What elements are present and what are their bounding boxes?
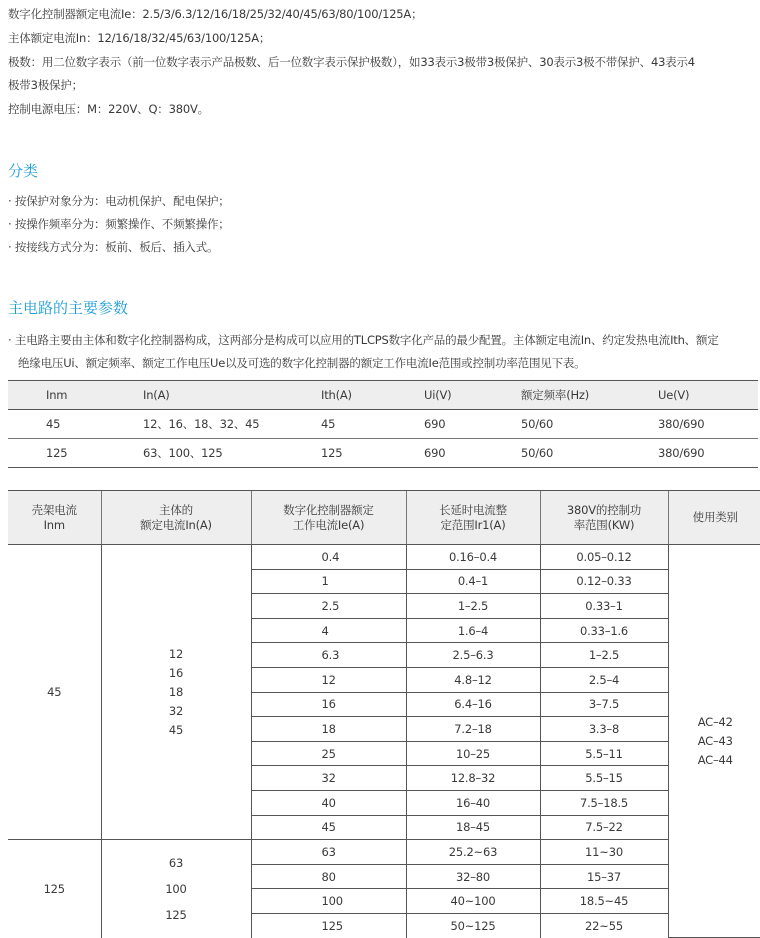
cell-inm: 45 <box>8 410 133 439</box>
header-ith: Ith(A) <box>316 381 419 410</box>
cell-in-45-list <box>101 545 251 840</box>
cell-ie: 1 <box>251 569 406 594</box>
cell-power: 15–37 <box>540 864 668 889</box>
table-header-row <box>8 381 758 410</box>
cell-power: 3–7.5 <box>540 692 668 717</box>
cell-ir1: 0.4–1 <box>406 569 540 594</box>
classification-item-1: · 按保护对象分为：电动机保护、配电保护； <box>8 193 230 209</box>
cell-ir1: 12.8–32 <box>406 766 540 791</box>
classification-item-2: · 按操作频率分为：频繁操作、不频繁操作； <box>8 216 230 232</box>
cell-frequency: 50/60 <box>516 439 653 468</box>
cell-ie: 100 <box>251 889 406 914</box>
cell-ie: 6.3 <box>251 643 406 668</box>
cell-ir1: 16–40 <box>406 790 540 815</box>
header-long-delay-range <box>406 491 540 545</box>
cell-ir1: 50~125 <box>406 913 540 937</box>
intro-poles-line: 极数：用二位数字表示（前一位数字表示产品极数、后一位数字表示保护极数），如33表示3极带3极保护、30表示3极不带保护、43表示4 <box>8 54 695 70</box>
cell-ir1: 18–45 <box>406 815 540 840</box>
cell-ue: 380/690 <box>653 410 758 439</box>
cell-ie: 40 <box>251 790 406 815</box>
cell-inm-125: 125 <box>8 840 101 938</box>
header-ui: Ui(V) <box>419 381 516 410</box>
table-row <box>8 840 760 865</box>
cell-inm: 125 <box>8 439 133 468</box>
category-value: AC–44 <box>669 751 760 770</box>
in-value: 32 <box>102 702 251 721</box>
cell-power: 0.33–1.6 <box>540 618 668 643</box>
intro-ie-line: 数字化控制器额定电流Ie：2.5/3/6.3/12/16/18/25/32/40/45/63/80/100/125A； <box>8 6 422 22</box>
cell-usage-category <box>668 545 760 938</box>
cell-ui: 690 <box>419 439 516 468</box>
header-frame-current-text: 壳架电流 Inm <box>32 503 77 532</box>
cell-power: 5.5–15 <box>540 766 668 791</box>
header-controller-current <box>251 491 406 545</box>
header-in: In(A) <box>133 381 316 410</box>
in-value: 125 <box>102 902 251 928</box>
main-params-desc-2: 绝缘电压Ui、额定频率、额定工作电压Ue以及可选的数字化控制器的额定工作电流Ie范围或控制功率范围见下表。 <box>18 355 585 371</box>
intro-voltage-line: 控制电源电压：M：220V、Q：380V。 <box>8 101 209 117</box>
cell-in-125-list <box>101 840 251 938</box>
cell-ir1: 7.2–18 <box>406 717 540 742</box>
table-row <box>8 410 758 439</box>
cell-ir1: 32–80 <box>406 864 540 889</box>
cell-ie: 18 <box>251 717 406 742</box>
cell-ie: 25 <box>251 741 406 766</box>
cell-power: 0.05–0.12 <box>540 545 668 570</box>
cell-power: 0.33–1 <box>540 594 668 619</box>
cell-ith: 45 <box>316 410 419 439</box>
in-value: 63 <box>102 850 251 876</box>
cell-ui: 690 <box>419 410 516 439</box>
intro-poles-line-cont: 极带3极保护； <box>8 77 83 93</box>
classification-title: 分类 <box>8 160 38 181</box>
cell-ir1: 40~100 <box>406 889 540 914</box>
classification-item-3: · 按接线方式分为：板前、板后、插入式。 <box>8 239 218 255</box>
cell-in: 12、16、18、32、45 <box>133 410 316 439</box>
header-usage-category-text: 使用类别 <box>693 510 738 524</box>
header-main-rated-current <box>101 491 251 545</box>
cell-power: 11~30 <box>540 840 668 865</box>
cell-ie: 80 <box>251 864 406 889</box>
cell-power: 0.12–0.33 <box>540 569 668 594</box>
cell-power: 18.5~45 <box>540 889 668 914</box>
main-params-desc-1: · 主电路主要由主体和数字化控制器构成，这两部分是构成可以应用的TLCPS数字化产品的最少配置。主体额定电流In、约定发热电流Ith、额定 <box>8 332 719 348</box>
intro-in-line: 主体额定电流In：12/16/18/32/45/63/100/125A； <box>8 30 270 46</box>
header-control-power-text: 380V的控制功 率范围(KW) <box>567 503 641 532</box>
cell-ir1: 10–25 <box>406 741 540 766</box>
table-header-row <box>8 491 760 545</box>
cell-in: 63、100、125 <box>133 439 316 468</box>
cell-ie: 12 <box>251 667 406 692</box>
header-control-power <box>540 491 668 545</box>
cell-power: 7.5–18.5 <box>540 790 668 815</box>
cell-inm-45: 45 <box>8 545 101 840</box>
main-params-table <box>8 380 758 468</box>
cell-power: 22~55 <box>540 913 668 937</box>
header-controller-current-text: 数字化控制器额定 工作电流Ie(A) <box>283 503 373 532</box>
cell-ir1: 25.2~63 <box>406 840 540 865</box>
cell-ir1: 1.6–4 <box>406 618 540 643</box>
cell-ie: 125 <box>251 913 406 937</box>
in-value: 12 <box>102 645 251 664</box>
header-frame-current <box>8 491 101 545</box>
cell-ie: 0.4 <box>251 545 406 570</box>
in-value: 100 <box>102 876 251 902</box>
header-main-rated-current-text: 主体的 额定电流In(A) <box>140 503 212 532</box>
in-value: 45 <box>102 721 251 740</box>
category-value: AC–42 <box>669 713 760 732</box>
main-params-title: 主电路的主要参数 <box>8 297 128 318</box>
cell-ie: 16 <box>251 692 406 717</box>
header-frequency: 额定频率(Hz) <box>516 381 653 410</box>
header-long-delay-range-text: 长延时电流整 定范围Ir1(A) <box>439 503 507 532</box>
cell-ith: 125 <box>316 439 419 468</box>
cell-ie: 4 <box>251 618 406 643</box>
cell-ue: 380/690 <box>653 439 758 468</box>
cell-ir1: 4.8–12 <box>406 667 540 692</box>
cell-power: 2.5–4 <box>540 667 668 692</box>
table-row <box>8 545 760 570</box>
controller-specs-table <box>8 490 760 938</box>
header-usage-category <box>668 491 760 545</box>
category-value: AC–43 <box>669 732 760 751</box>
cell-ir1: 6.4–16 <box>406 692 540 717</box>
cell-power: 1–2.5 <box>540 643 668 668</box>
cell-frequency: 50/60 <box>516 410 653 439</box>
cell-ie: 63 <box>251 840 406 865</box>
header-inm: Inm <box>8 381 133 410</box>
cell-ir1: 1–2.5 <box>406 594 540 619</box>
cell-ie: 45 <box>251 815 406 840</box>
cell-ie: 2.5 <box>251 594 406 619</box>
cell-ir1: 2.5–6.3 <box>406 643 540 668</box>
header-ue: Ue(V) <box>653 381 758 410</box>
cell-power: 3.3–8 <box>540 717 668 742</box>
cell-power: 7.5–22 <box>540 815 668 840</box>
table-row <box>8 439 758 468</box>
cell-ie: 32 <box>251 766 406 791</box>
in-value: 18 <box>102 683 251 702</box>
cell-power: 5.5–11 <box>540 741 668 766</box>
cell-ir1: 0.16–0.4 <box>406 545 540 570</box>
in-value: 16 <box>102 664 251 683</box>
